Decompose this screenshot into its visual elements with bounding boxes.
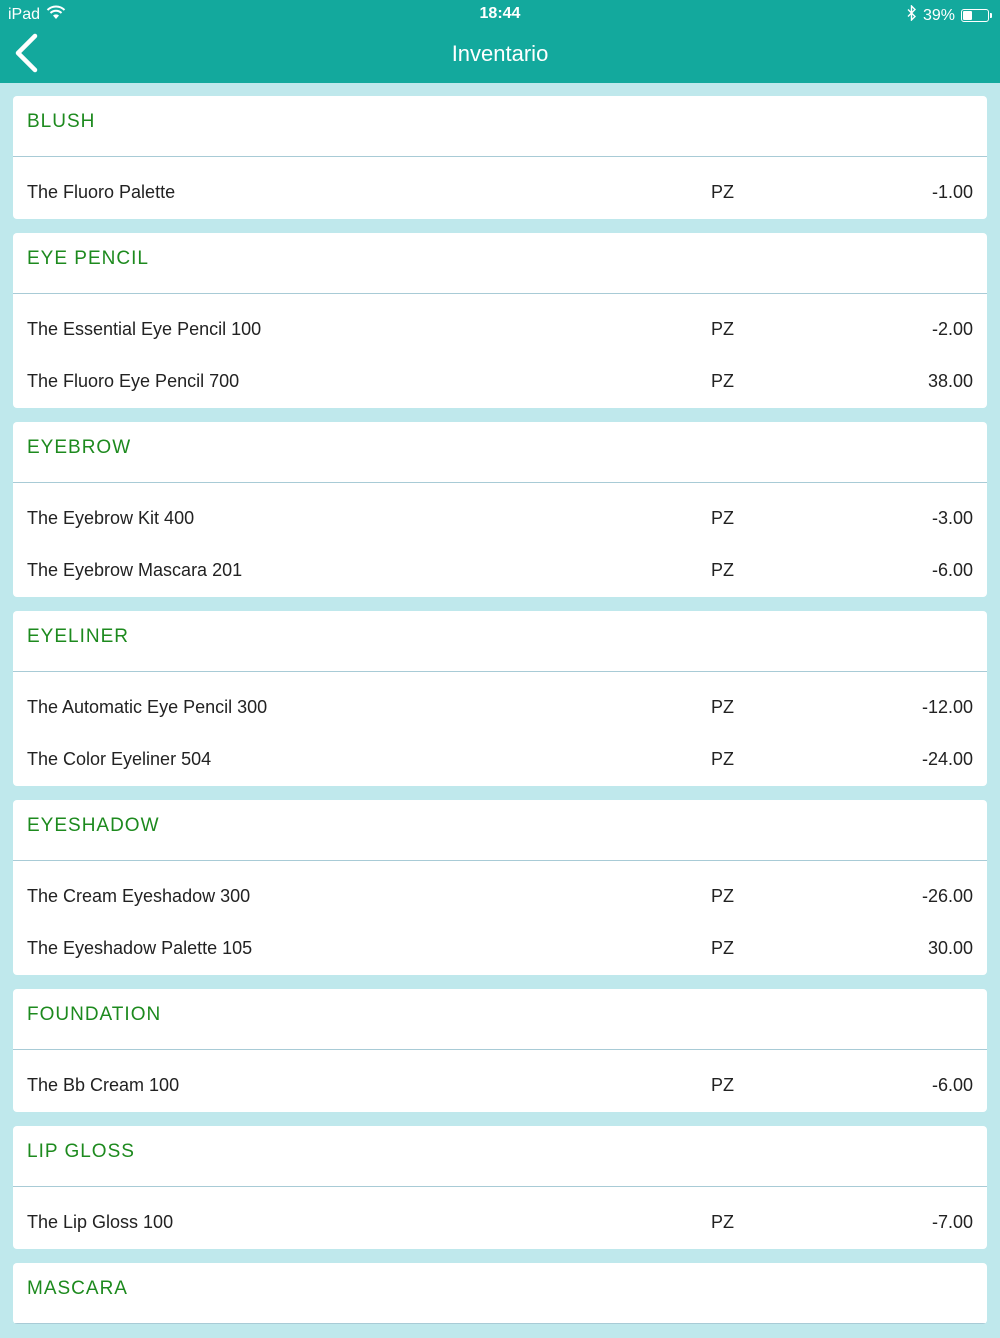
item-quantity: -6.00 [931, 560, 973, 580]
category-section [13, 800, 987, 975]
item-unit: PZ [711, 560, 735, 580]
list-item[interactable] [13, 1197, 987, 1249]
list-item[interactable] [13, 923, 987, 975]
list-item[interactable] [13, 545, 987, 597]
item-list [13, 483, 987, 597]
category-section [13, 1263, 987, 1324]
category-section [13, 96, 987, 219]
item-quantity: -24.00 [921, 749, 973, 769]
item-name: The Bb Cream 100 [27, 1075, 180, 1095]
status-time: 18:44 [479, 5, 521, 22]
item-quantity: -2.00 [931, 319, 973, 339]
item-unit: PZ [711, 371, 735, 391]
item-quantity: 30.00 [927, 938, 973, 958]
category-header: MASCARA [13, 1263, 987, 1324]
nav-bar [0, 28, 1000, 83]
item-name: The Lip Gloss 100 [27, 1212, 174, 1232]
item-quantity: -7.00 [931, 1212, 973, 1232]
battery-percent: 39% [922, 6, 955, 24]
device-label: iPad [8, 6, 41, 23]
item-name: The Eyeshadow Palette 105 [27, 938, 253, 958]
list-item[interactable] [13, 167, 987, 219]
item-quantity: -3.00 [931, 508, 973, 528]
item-quantity: -26.00 [921, 886, 973, 906]
bluetooth-icon [907, 5, 917, 26]
status-bar [0, 0, 1000, 28]
battery-tip [990, 13, 992, 18]
category-header: EYEBROW [13, 422, 987, 483]
item-unit: PZ [711, 697, 735, 717]
list-item[interactable] [13, 1060, 987, 1112]
category-section [13, 611, 987, 786]
item-name: The Essential Eye Pencil 100 [27, 319, 262, 339]
list-item[interactable] [13, 871, 987, 923]
item-unit: PZ [711, 182, 735, 202]
item-name: The Color Eyeliner 504 [27, 749, 212, 769]
item-quantity: 38.00 [927, 371, 973, 391]
page-title: Inventario [451, 41, 549, 66]
item-name: The Eyebrow Kit 400 [27, 508, 195, 528]
battery-fill [963, 11, 972, 20]
item-unit: PZ [711, 319, 735, 339]
category-header: EYE PENCIL [13, 233, 987, 294]
category-header: BLUSH [13, 96, 987, 157]
category-header: EYELINER [13, 611, 987, 672]
item-unit: PZ [711, 749, 735, 769]
item-name: The Fluoro Eye Pencil 700 [27, 371, 240, 391]
item-unit: PZ [711, 938, 735, 958]
item-list [13, 861, 987, 975]
list-item[interactable] [13, 734, 987, 786]
item-quantity: -6.00 [931, 1075, 973, 1095]
item-list [13, 1187, 987, 1249]
item-name: The Fluoro Palette [27, 182, 176, 202]
inventory-list [13, 96, 987, 1338]
battery-icon [961, 9, 989, 22]
list-item[interactable] [13, 493, 987, 545]
list-item[interactable] [13, 356, 987, 408]
category-header: FOUNDATION [13, 989, 987, 1050]
status-right [907, 5, 992, 26]
category-header: LIP GLOSS [13, 1126, 987, 1187]
list-item[interactable] [13, 304, 987, 356]
item-list [13, 672, 987, 786]
category-header: EYESHADOW [13, 800, 987, 861]
item-unit: PZ [711, 508, 735, 528]
item-name: The Automatic Eye Pencil 300 [27, 697, 268, 717]
item-name: The Cream Eyeshadow 300 [27, 886, 251, 906]
category-section [13, 422, 987, 597]
item-list [13, 1050, 987, 1112]
category-section [13, 233, 987, 408]
category-section [13, 1126, 987, 1249]
item-unit: PZ [711, 1212, 735, 1232]
item-list [13, 157, 987, 219]
category-section [13, 989, 987, 1112]
item-quantity: -12.00 [921, 697, 973, 717]
item-quantity: -1.00 [931, 182, 973, 202]
item-unit: PZ [711, 1075, 735, 1095]
item-list [13, 294, 987, 408]
item-name: The Eyebrow Mascara 201 [27, 560, 243, 580]
item-unit: PZ [711, 886, 735, 906]
list-item[interactable] [13, 682, 987, 734]
